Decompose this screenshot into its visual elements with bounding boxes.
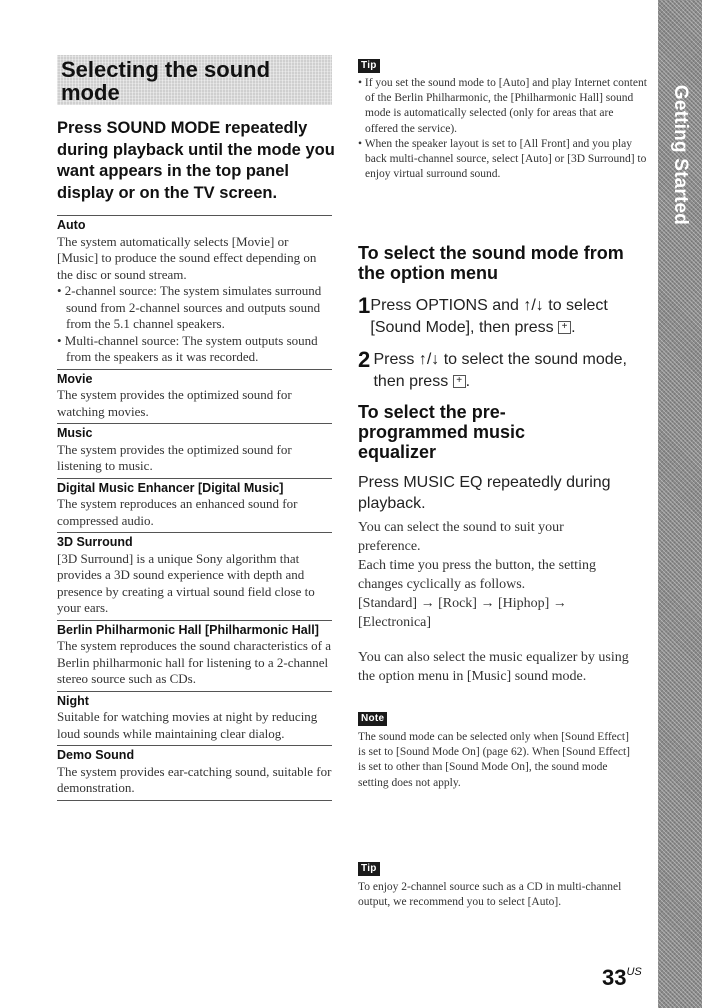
- step-1-end: .: [571, 319, 576, 336]
- step-2: [358, 349, 648, 393]
- step-1: [358, 295, 648, 339]
- tip-1-bullet: • When the speaker layout is set to [All Front] and you play back multi-channel source, select [Auto] or [3D Surround] to enjoy virtual surround sound.: [358, 137, 647, 181]
- step-1-text-b: to select [Sound Mode], then press: [370, 297, 608, 336]
- step-2-text-a: Press: [373, 351, 419, 368]
- sound-mode-text: Suitable for watching movies at night by reducing loud sounds while maintaining clear dialog.: [57, 709, 318, 741]
- sound-mode-term: Auto: [57, 218, 86, 232]
- sound-mode-term: Music: [57, 426, 93, 440]
- equalizer-lead: Press MUSIC EQ repeatedly during playback.: [358, 474, 611, 512]
- sound-mode-item: [57, 691, 332, 746]
- sound-mode-text: [3D Surround] is a unique Sony algorithm that provides a 3D sound experience with depth and presence by creating a virtual sound field close to your ears.: [57, 550, 315, 615]
- sound-mode-list: [57, 215, 332, 801]
- sound-mode-description: [57, 442, 332, 475]
- enter-key-icon: +: [558, 321, 571, 334]
- equalizer-p2: Each time you press the button, the setting changes cyclically as follows.: [358, 558, 596, 592]
- equalizer-section: [358, 402, 648, 686]
- note-text-wrap: [358, 730, 638, 791]
- tip-2-text: To enjoy 2-channel source such as a CD in multi-channel output, we recommend you to select [Auto].: [358, 881, 622, 909]
- sound-mode-bullet: • Multi-channel source: The system outputs sound from the speakers as it was recorded.: [57, 332, 318, 364]
- sound-mode-description: [57, 764, 332, 797]
- tip-2-text-wrap: [358, 880, 638, 910]
- sound-mode-description: [57, 551, 332, 617]
- sound-mode-term: Berlin Philharmonic Hall [Philharmonic Hall]: [57, 622, 319, 637]
- sound-mode-term: Demo Sound: [57, 748, 135, 762]
- tip-block-2: [358, 858, 648, 910]
- sound-mode-bullet: • 2-channel source: The system simulates surround sound from 2-channel sources and outputs sound from the 5.1 channel speakers.: [57, 283, 322, 331]
- equalizer-p1: You can select the sound to suit your preference.: [358, 520, 564, 554]
- tip-1-text: [358, 76, 648, 182]
- up-down-arrow-icon: ↑/↓: [418, 351, 440, 368]
- up-down-arrow-icon: ↑/↓: [523, 297, 544, 314]
- section-tab-label: Getting Started: [670, 84, 692, 226]
- sound-mode-description: [57, 638, 332, 688]
- sound-mode-item: [57, 423, 332, 478]
- tip-1-bullet: • If you set the sound mode to [Auto] and play Internet content of the Berlin Philharmonic, the [Philharmonic Hall] sound mode is automatically selected (only for areas that are offered the service).: [358, 77, 647, 135]
- page-title: Selecting the sound mode: [61, 57, 271, 105]
- sound-mode-text: The system automatically selects [Movie] or [Music] to produce the sound effect depending on the disc or sound stream.: [57, 233, 317, 282]
- section-tab-label-wrap: [658, 84, 702, 226]
- step-2-text: [373, 349, 648, 393]
- equalizer-p3: You can also select the music equalizer by using the option menu in [Music] sound mode.: [358, 650, 629, 684]
- step-1-text-a: Press OPTIONS and: [370, 297, 524, 314]
- sound-mode-item: [57, 215, 332, 369]
- sound-mode-item: [57, 478, 332, 533]
- title-box: [57, 55, 332, 105]
- option-menu-section: [358, 243, 648, 393]
- step-2-text-b: to select the sound mode, then press: [373, 351, 627, 390]
- sound-mode-item: [57, 369, 332, 424]
- step-1-text: [370, 295, 648, 339]
- page-number-value: 33: [602, 965, 627, 990]
- sound-mode-text: The system provides ear-catching sound, suitable for demonstration.: [57, 763, 332, 795]
- option-menu-heading: To select the sound mode from the option menu: [358, 243, 624, 283]
- page-number: [602, 965, 642, 991]
- sound-mode-text: The system provides the optimized sound for listening to music.: [57, 441, 292, 473]
- sound-mode-term: 3D Surround: [57, 535, 133, 549]
- sound-mode-term: Digital Music Enhancer [Digital Music]: [57, 480, 284, 495]
- enter-key-icon: +: [453, 375, 466, 388]
- sound-mode-term: Night: [57, 693, 89, 708]
- tip-badge: Tip: [358, 862, 380, 876]
- tip-badge: Tip: [358, 59, 380, 73]
- sound-mode-text: The system reproduces the sound characteristics of a Berlin philharmonic hall for listening to a 2-channel stereo source such as CDs.: [57, 638, 331, 686]
- instruction: Press SOUND MODE repeatedly during playback until the mode you want appears in the top panel display or on the TV screen.: [57, 119, 335, 202]
- sound-mode-description: [57, 387, 332, 420]
- note-text: The sound mode can be selected only when [Sound Effect] is set to [Sound Mode On] (page 62). When [Sound Effect] is set to other than [Sound Mode On], the sound mode setting does not apply.: [358, 731, 631, 789]
- equalizer-heading: To select the pre-programmed music equalizer: [358, 402, 526, 462]
- note-badge: Note: [358, 712, 387, 726]
- step-1-number: 1: [358, 293, 371, 318]
- sound-mode-description: [57, 496, 332, 529]
- page-number-suffix: US: [626, 966, 642, 978]
- sound-mode-term: Movie: [57, 371, 93, 386]
- step-2-number: 2: [358, 347, 371, 372]
- step-2-end: .: [465, 373, 471, 390]
- sound-mode-item: [57, 745, 332, 801]
- equalizer-cycle: [Standard] → [Rock] → [Hiphop] → [Electronica]: [358, 596, 567, 630]
- sound-mode-text: The system reproduces an enhanced sound for compressed audio.: [57, 496, 298, 528]
- note-block: [358, 708, 648, 791]
- sound-mode-text: The system provides the optimized sound for watching movies.: [57, 387, 292, 419]
- sound-mode-description: [57, 709, 332, 742]
- tip-block-1: [358, 55, 648, 182]
- sound-mode-description: [57, 234, 332, 366]
- sound-mode-item: [57, 532, 332, 620]
- sound-mode-item: [57, 620, 332, 691]
